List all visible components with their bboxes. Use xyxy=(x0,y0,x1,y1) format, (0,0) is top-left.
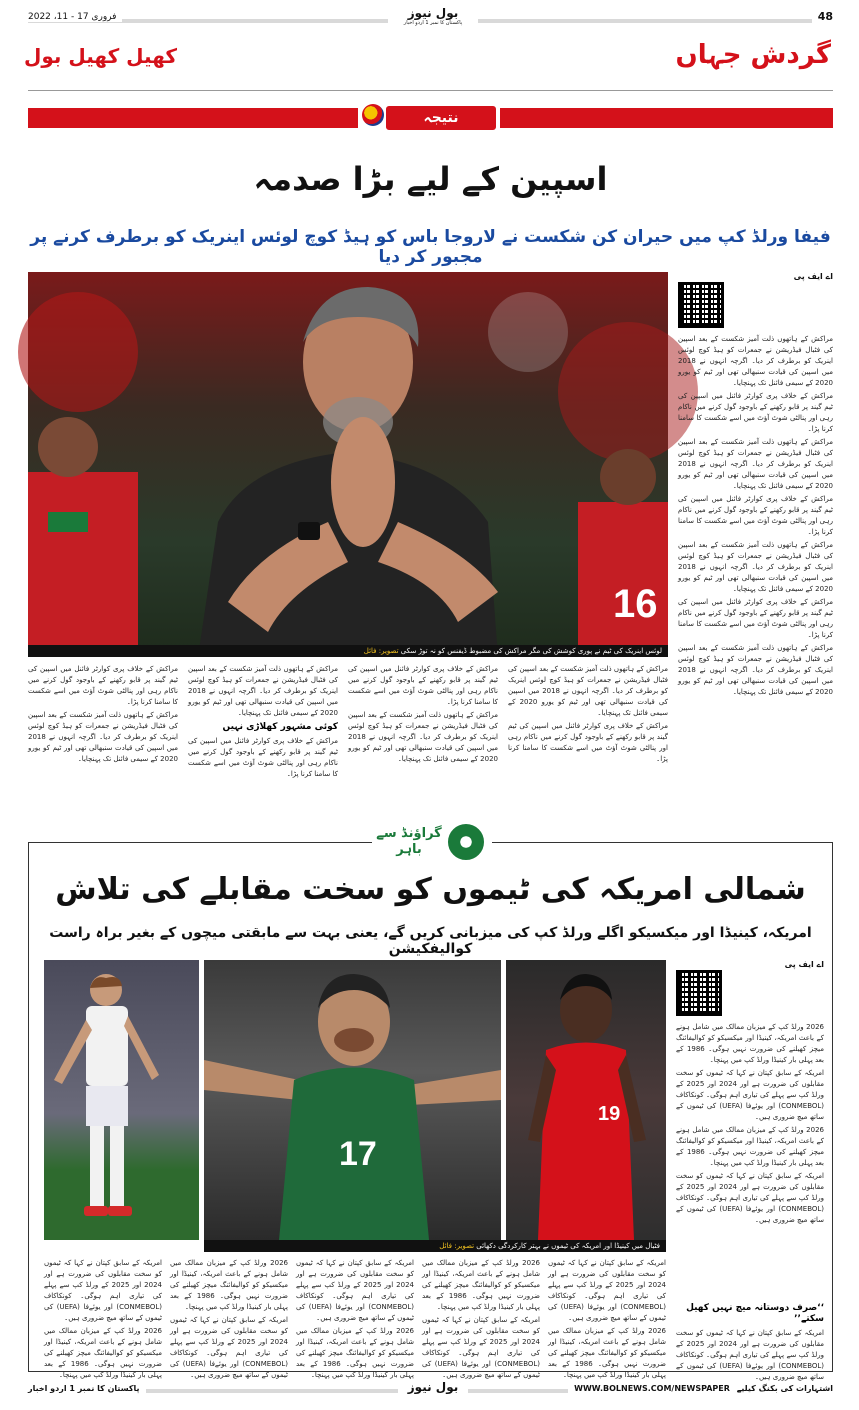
footer-right xyxy=(568,1384,833,1393)
qr-code-icon-2 xyxy=(676,970,722,1016)
issue-date: 2022 ،فروری 17 - 11 xyxy=(28,12,122,22)
article1-side-text xyxy=(678,334,833,812)
header-divider xyxy=(28,90,833,91)
ball-logo-icon xyxy=(448,824,484,860)
a2c5-p: امریکہ کے سابق کپتان نے کہا کہ ٹیموں کو سخت مقابلوں کی ضرورت ہے اور 2024 اور 2025 کے ورلڈ کپ سے پہلے کی تیاری اہم ہوگی۔ کونکاکاف (CONMEBOL) اور یوئےفا (UEFA) کی ٹیموں کے ساتھ میچ ضروری ہیں۔ xyxy=(548,1259,667,1322)
a2c4-p: 2026 ورلڈ کپ کے میزبان ممالک میں شامل ہونے کے باعث امریکہ، کینیڈا اور میکسیکو کو کوالیفائنگ میچز کھیلنے کی ضرورت نہیں ہوگی۔ 1986 کے بعد پہلی بار کینیڈا ورلڈ کپ میں پہنچا۔ xyxy=(422,1259,540,1311)
col1-p: مراکش کے خلاف پری کوارٹر فائنل میں اسپین کی ٹیم گیند پر قابو رکھنے کے باوجود گول کرنے میں ناکام رہی اور پنالٹی شوٹ آؤٹ میں اسے شکست کا سامنا کرنا پڑا۔ xyxy=(28,665,178,706)
usa-player-illustration xyxy=(44,960,199,1240)
article1-photo-caption xyxy=(28,645,668,657)
ground-se-bahar-logo xyxy=(372,822,492,864)
qr-code-icon xyxy=(678,282,724,328)
article2-col-5 xyxy=(548,1258,667,1379)
side-paragraph-3: مراکش کے ہاتھوں ذلت آمیز شکست کے بعد اسپین کی فٹبال فیڈریشن نے جمعرات کو ہیڈ کوچ لوئس اینریک کو برطرف کر دیا۔ اگرچہ انہوں نے 2018 میں اسپین کی قیادت سنبھالی تھی اور ٹیم کو یورو 2020 کے سیمی فائنل تک پہنچایا۔ xyxy=(678,438,833,490)
caption-credit: تصویر: فائل xyxy=(363,647,399,655)
a2-side-p5: امریکہ کے سابق کپتان نے کہا کہ ٹیموں کو سخت مقابلوں کی ضرورت ہے اور 2024 اور 2025 کے ورلڈ کپ سے پہلے کی تیاری اہم ہوگی۔ کونکاکاف (CONMEBOL) اور یوئےفا (UEFA) کی ٹیموں کے ساتھ میچ ضروری ہیں۔ xyxy=(676,1329,825,1381)
a2-side-p4: امریکہ کے سابق کپتان نے کہا کہ ٹیموں کو سخت مقابلوں کی ضرورت ہے اور 2024 اور 2025 کے ورلڈ کپ سے پہلے کی تیاری اہم ہوگی۔ کونکاکاف (CONMEBOL) اور یوئےفا (UEFA) کی ٹیموں کے ساتھ میچ ضروری ہیں۔ xyxy=(676,1172,825,1224)
col2-p: مراکش کے ہاتھوں ذلت آمیز شکست کے بعد اسپین کی فٹبال فیڈریشن نے جمعرات کو ہیڈ کوچ لوئس اینریک کو برطرف کر دیا۔ اگرچہ انہوں نے 2018 میں اسپین کی قیادت سنبھالی تھی اور ٹیم کو یورو 2020 کے سیمی فائنل تک پہنچایا۔ xyxy=(188,665,338,717)
article1-col-4 xyxy=(508,664,668,814)
caption2-credit: تصویر: فائل xyxy=(439,1242,475,1250)
side-paragraph-2: مراکش کے خلاف پری کوارٹر فائنل میں اسپین کی ٹیم گیند پر قابو رکھنے کے باوجود گول کرنے میں ناکام رہی اور پنالٹی شوٹ آؤٹ میں اسے شکست کا سامنا کرنا پڑا۔ xyxy=(678,392,833,433)
a2c2-p: 2026 ورلڈ کپ کے میزبان ممالک میں شامل ہونے کے باعث امریکہ، کینیڈا اور میکسیکو کو کوالیفائنگ میچز کھیلنے کی ضرورت نہیں ہوگی۔ 1986 کے بعد پہلی بار کینیڈا ورلڈ کپ میں پہنچا۔ xyxy=(170,1259,288,1311)
col3-p: مراکش کے خلاف پری کوارٹر فائنل میں اسپین کی ٹیم گیند پر قابو رکھنے کے باوجود گول کرنے میں ناکام رہی اور پنالٹی شوٹ آؤٹ میں اسے شکست کا سامنا کرنا پڑا۔ xyxy=(348,665,498,706)
caption2-text: فٹبال میں کینیڈا اور امریکہ کی ٹیموں نے بہتر کارکردگی دکھائی xyxy=(476,1242,660,1250)
red-band-right xyxy=(500,108,833,128)
jersey-number-19: 19 xyxy=(598,1103,621,1125)
a2c3-p2: 2026 ورلڈ کپ کے میزبان ممالک میں شامل ہونے کے باعث امریکہ، کینیڈا اور میکسیکو کو کوالیفائنگ میچز کھیلنے کی ضرورت نہیں ہوگی۔ 1986 کے بعد پہلی بار کینیڈا ورلڈ کپ میں پہنچا۔ xyxy=(296,1327,414,1379)
a2c1-p: امریکہ کے سابق کپتان نے کہا کہ ٹیموں کو سخت مقابلوں کی ضرورت ہے اور 2024 اور 2025 کے ورلڈ کپ سے پہلے کی تیاری اہم ہوگی۔ کونکاکاف (CONMEBOL) اور یوئےفا (UEFA) کی ٹیموں کے ساتھ میچ ضروری ہیں۔ xyxy=(44,1259,163,1322)
a2-side-p1: 2026 ورلڈ کپ کے میزبان ممالک میں شامل ہونے کے باعث امریکہ، کینیڈا اور میکسیکو کو کوالیفائنگ میچز کھیلنے کی ضرورت نہیں ہوگی۔ 1986 کے بعد پہلی بار کینیڈا ورلڈ کپ میں پہنچا۔ xyxy=(676,1023,824,1064)
col4-p: مراکش کے ہاتھوں ذلت آمیز شکست کے بعد اسپین کی فٹبال فیڈریشن نے جمعرات کو ہیڈ کوچ لوئس اینریک کو برطرف کر دیا۔ اگرچہ انہوں نے 2018 میں اسپین کی قیادت سنبھالی تھی اور ٹیم کو یورو 2020 کے سیمی فائنل تک پہنچایا۔ xyxy=(508,665,669,717)
brand-logo: کھیل کھیل بول xyxy=(24,44,178,68)
article2-side-text xyxy=(676,1022,824,1292)
section-title: گردش جہاں xyxy=(675,40,831,70)
caption-text: لوئس اینریک کی ٹیم نے پوری کوشش کی مگر مراکش کی مضبوط ڈیفنس کو نہ توڑ سکی xyxy=(400,647,662,655)
footer-tagline: پاکستان کا نمبر 1 اردو اخبار xyxy=(28,1384,146,1393)
col4-p2: مراکش کے خلاف پری کوارٹر فائنل میں اسپین کی ٹیم گیند پر قابو رکھنے کے باوجود گول کرنے میں ناکام رہی اور پنالٹی شوٹ آؤٹ میں اسے شکست کا سامنا کرنا پڑا۔ xyxy=(508,722,668,763)
side-paragraph-6: مراکش کے خلاف پری کوارٹر فائنل میں اسپین کی ٹیم گیند پر قابو رکھنے کے باوجود گول کرنے میں ناکام رہی اور پنالٹی شوٹ آؤٹ میں اسے شکست کا سامنا کرنا پڑا۔ xyxy=(678,598,833,639)
a2c5-p2: 2026 ورلڈ کپ کے میزبان ممالک میں شامل ہونے کے باعث امریکہ، کینیڈا اور میکسیکو کو کوالیفائنگ میچز کھیلنے کی ضرورت نہیں ہوگی۔ 1986 کے بعد پہلی بار کینیڈا ورلڈ کپ میں پہنچا۔ xyxy=(548,1327,666,1379)
article2-col-2 xyxy=(170,1258,289,1379)
article1-side-column xyxy=(678,272,833,812)
article1-subheadline: فیفا ورلڈ کپ میں حیران کن شکست نے لاروجا باس کو ہیڈ کوچ لوئس اینریک کو برطرف کرنے پر مجبور کر دیا xyxy=(30,227,831,267)
a2-side-p2: امریکہ کے سابق کپتان نے کہا کہ ٹیموں کو سخت مقابلوں کی ضرورت ہے اور 2024 اور 2025 کے ورلڈ کپ سے پہلے کی تیاری اہم ہوگی۔ کونکاکاف (CONMEBOL) اور یوئےفا (UEFA) کی ٹیموں کے ساتھ میچ ضروری ہیں۔ xyxy=(676,1069,825,1121)
col2-p2: مراکش کے خلاف پری کوارٹر فائنل میں اسپین کی ٹیم گیند پر قابو رکھنے کے باوجود گول کرنے میں ناکام رہی اور پنالٹی شوٹ آؤٹ میں اسے شکست کا سامنا کرنا پڑا۔ xyxy=(188,737,338,778)
usa-player-photo xyxy=(44,960,199,1240)
article2-side-bottom xyxy=(676,1300,825,1381)
a2-side-p3: 2026 ورلڈ کپ کے میزبان ممالک میں شامل ہونے کے باعث امریکہ، کینیڈا اور میکسیکو کو کوالیفائنگ میچز کھیلنے کی ضرورت نہیں ہوگی۔ 1986 کے بعد پہلی بار کینیڈا ورلڈ کپ میں پہنچا۔ xyxy=(676,1126,824,1167)
side-paragraph-4: مراکش کے خلاف پری کوارٹر فائنل میں اسپین کی ٹیم گیند پر قابو رکھنے کے باوجود گول کرنے میں ناکام رہی اور پنالٹی شوٹ آؤٹ میں اسے شکست کا سامنا کرنا پڑا۔ xyxy=(678,495,833,536)
masthead-tagline: پاکستان کا نمبر 1 اردو اخبار xyxy=(403,20,463,26)
side-paragraph: مراکش کے ہاتھوں ذلت آمیز شکست کے بعد اسپین کی فٹبال فیڈریشن نے جمعرات کو ہیڈ کوچ لوئس اینریک کو برطرف کر دیا۔ اگرچہ انہوں نے 2018 میں اسپین کی قیادت سنبھالی تھی اور ٹیم کو یورو 2020 کے سیمی فائنل تک پہنچایا۔ xyxy=(678,335,833,387)
article2-photo-caption xyxy=(204,1240,666,1252)
article2-subheadline: امریکہ، کینیڈا اور میکسیکو اگلے ورلڈ کپ کی میزبانی کریں گے، یعنی بہت سے مابقتی میچوں کے بغیر براہ راست کوالیفکیشن xyxy=(49,925,812,957)
article2-col-3 xyxy=(296,1258,415,1379)
article2-subhead: ‘‘صرف دوستانہ میچ نہیں کھیل سکتے’’ xyxy=(686,1303,824,1324)
col1-p2: مراکش کے ہاتھوں ذلت آمیز شکست کے بعد اسپین کی فٹبال فیڈریشن نے جمعرات کو ہیڈ کوچ لوئس اینریک کو برطرف کر دیا۔ اگرچہ انہوں نے 2018 میں اسپین کی قیادت سنبھالی تھی اور ٹیم کو یورو 2020 کے سیمی فائنل تک پہنچایا۔ xyxy=(28,711,178,763)
result-badge: نتیجہ xyxy=(386,106,496,130)
footer-right-text: اشتہارات کی بکنگ کیلیے xyxy=(736,1384,833,1393)
svg-text:16: 16 xyxy=(613,582,658,626)
article1-col-2 xyxy=(188,664,338,814)
footer-url[interactable]: WWW.BOLNEWS.COM/NEWSPAPER xyxy=(574,1384,730,1393)
col3-p2: مراکش کے ہاتھوں ذلت آمیز شکست کے بعد اسپین کی فٹبال فیڈریشن نے جمعرات کو ہیڈ کوچ لوئس اینریک کو برطرف کر دیا۔ اگرچہ انہوں نے 2018 میں اسپین کی قیادت سنبھالی تھی اور ٹیم کو یورو 2020 کے سیمی فائنل تک پہنچایا۔ xyxy=(348,711,498,763)
a2c3-p: امریکہ کے سابق کپتان نے کہا کہ ٹیموں کو سخت مقابلوں کی ضرورت ہے اور 2024 اور 2025 کے ورلڈ کپ سے پہلے کی تیاری اہم ہوگی۔ کونکاکاف (CONMEBOL) اور یوئےفا (UEFA) کی ٹیموں کے ساتھ میچ ضروری ہیں۔ xyxy=(296,1259,415,1322)
a2c1-p2: 2026 ورلڈ کپ کے میزبان ممالک میں شامل ہونے کے باعث امریکہ، کینیڈا اور میکسیکو کو کوالیفائنگ میچز کھیلنے کی ضرورت نہیں ہوگی۔ 1986 کے بعد پہلی بار کینیڈا ورلڈ کپ میں پہنچا۔ xyxy=(44,1327,162,1379)
masthead-bar xyxy=(28,6,833,30)
side-paragraph-5: مراکش کے ہاتھوں ذلت آمیز شکست کے بعد اسپین کی فٹبال فیڈریشن نے جمعرات کو ہیڈ کوچ لوئس اینریک کو برطرف کر دیا۔ اگرچہ انہوں نے 2018 میں اسپین کی قیادت سنبھالی تھی اور ٹیم کو یورو 2020 کے سیمی فائنل تک پہنچایا۔ xyxy=(678,541,833,593)
side-paragraph-7: مراکش کے ہاتھوں ذلت آمیز شکست کے بعد اسپین کی فٹبال فیڈریشن نے جمعرات کو ہیڈ کوچ لوئس اینریک کو برطرف کر دیا۔ اگرچہ انہوں نے 2018 میں اسپین کی قیادت سنبھالی تھی اور ٹیم کو یورو 2020 کے سیمی فائنل تک پہنچایا۔ xyxy=(678,644,833,696)
article1-headline: اسپین کے لیے بڑا صدمہ xyxy=(253,160,608,198)
canada-player-photo xyxy=(506,960,666,1240)
page-number: 48 xyxy=(812,10,833,23)
mexico-player-photo xyxy=(204,960,501,1240)
canada-player-illustration xyxy=(506,960,666,1240)
article1-col-1 xyxy=(28,664,178,814)
soccer-ball-icon xyxy=(362,104,384,126)
a2c4-p2: امریکہ کے سابق کپتان نے کہا کہ ٹیموں کو سخت مقابلوں کی ضرورت ہے اور 2024 اور 2025 کے ورلڈ کپ سے پہلے کی تیاری اہم ہوگی۔ کونکاکاف (CONMEBOL) اور یوئےفا (UEFA) کی ٹیموں کے ساتھ میچ ضروری ہیں۔ xyxy=(422,1316,541,1379)
a2c2-p2: امریکہ کے سابق کپتان نے کہا کہ ٹیموں کو سخت مقابلوں کی ضرورت ہے اور 2024 اور 2025 کے ورلڈ کپ سے پہلے کی تیاری اہم ہوگی۔ کونکاکاف (CONMEBOL) اور یوئےفا (UEFA) کی ٹیموں کے ساتھ میچ ضروری ہیں۔ xyxy=(170,1316,289,1379)
article2-headline: شمالی امریکہ کی ٹیموں کو سخت مقابلے کی تلاش xyxy=(55,872,806,907)
article2-col-4 xyxy=(422,1258,541,1379)
article1-byline: اے ایف پی xyxy=(793,272,833,281)
masthead-logo-text: بول نیوز xyxy=(407,6,459,20)
article2-side-column xyxy=(676,960,825,1381)
article2-byline: اے ایف پی xyxy=(784,960,824,969)
red-band-left xyxy=(28,108,358,128)
footer-bar xyxy=(28,1382,833,1400)
coach-illustration xyxy=(28,272,668,657)
coach-photo xyxy=(28,272,668,657)
section-logo-text: گراؤنڈ سے باہر xyxy=(376,826,442,857)
article1-col-3 xyxy=(348,664,498,814)
masthead-logo xyxy=(388,6,478,32)
jersey-number-17: 17 xyxy=(339,1135,377,1173)
mexico-player-illustration xyxy=(204,960,501,1240)
footer-logo: بول نیوز xyxy=(398,1380,468,1394)
article2-col-1 xyxy=(44,1258,163,1379)
article1-subhead: کوئی مشہور کھلاڑی نہیں xyxy=(222,722,338,732)
